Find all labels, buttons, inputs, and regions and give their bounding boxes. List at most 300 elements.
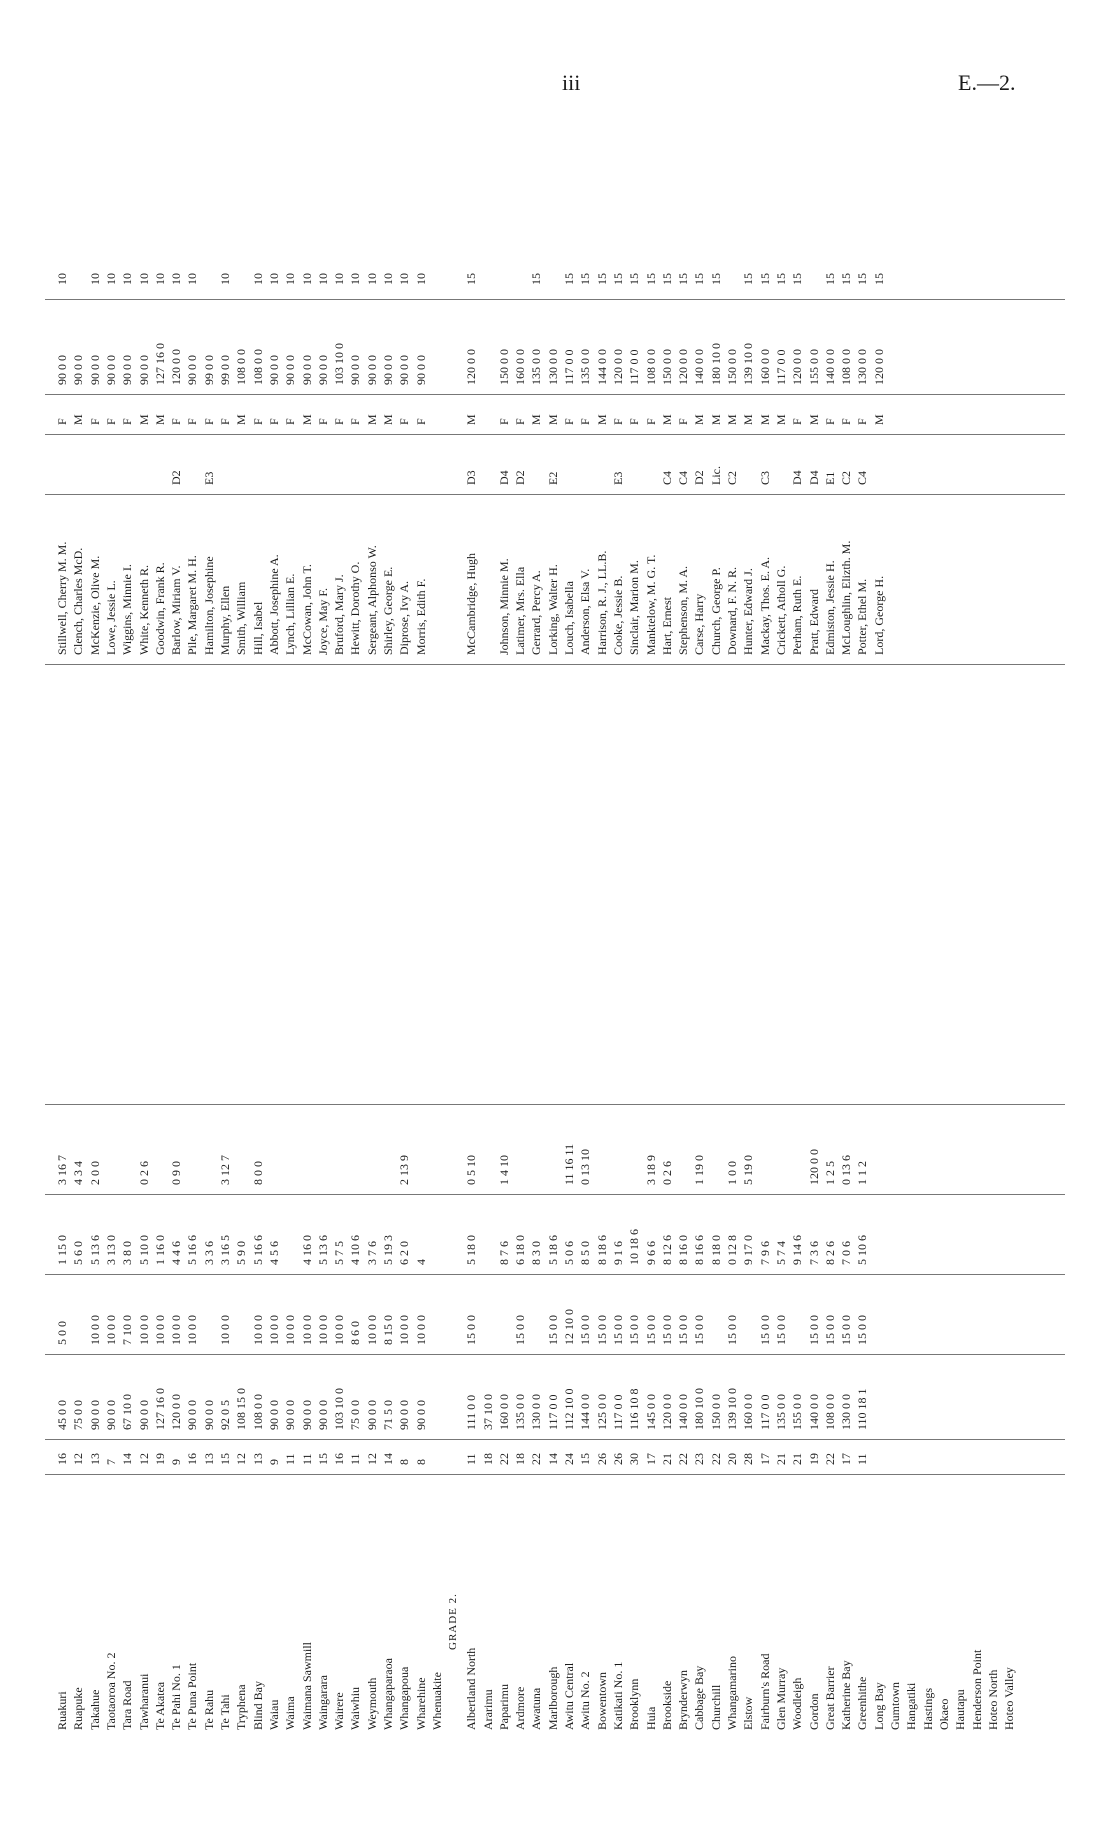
grant-amount-b: 10 0 0 bbox=[250, 1315, 265, 1345]
average-attendance: 16 bbox=[55, 1453, 69, 1465]
grant-amount-c: 4 10 6 bbox=[348, 1235, 363, 1265]
grant-amount-d: 2 13 9 bbox=[397, 1155, 412, 1185]
teacher-classification: D4 bbox=[496, 470, 511, 485]
increment-amount: 15 bbox=[578, 273, 593, 285]
grant-amount-b: 15 0 0 bbox=[676, 1315, 691, 1345]
grant-amount-b: 15 0 0 bbox=[464, 1315, 479, 1345]
table-row bbox=[595, 120, 609, 1730]
grant-amount-d: 3 12 7 bbox=[218, 1155, 232, 1185]
grant-amount-b: 10 0 0 bbox=[152, 1315, 167, 1345]
table-row bbox=[104, 120, 118, 1730]
average-attendance: 16 bbox=[185, 1453, 200, 1465]
teacher-name: Crickett, Atholl G. bbox=[773, 565, 788, 655]
grant-amount-c: 5 16 6 bbox=[185, 1235, 200, 1265]
grant-amount-c: 4 16 0 bbox=[299, 1235, 314, 1265]
school-name: Wairere bbox=[332, 1692, 347, 1730]
grant-amount: 103 10 0 bbox=[332, 1388, 347, 1430]
teacher-classification: E3 bbox=[610, 471, 625, 485]
salary-amount: 108 0 0 bbox=[234, 349, 249, 385]
average-attendance: 21 bbox=[773, 1453, 788, 1465]
grant-amount-d: 8 0 0 bbox=[250, 1161, 265, 1185]
school-name: Great Barrier bbox=[822, 1666, 837, 1730]
salary-amount: 140 0 0 bbox=[822, 349, 837, 385]
teacher-name: Manktelow, M. G. T. bbox=[643, 554, 658, 655]
grant-amount-d: 11 16 11 bbox=[562, 1143, 576, 1185]
teacher-sex: F bbox=[332, 418, 347, 425]
table-row bbox=[562, 120, 576, 1730]
teacher-name: Lord, George H. bbox=[871, 575, 886, 655]
school-name: Ararimu bbox=[480, 1689, 495, 1730]
teacher-name: Cooke, Jessie B. bbox=[610, 575, 625, 655]
grant-amount-c: 0 12 8 bbox=[725, 1235, 739, 1265]
table-row bbox=[546, 120, 560, 1730]
table-row bbox=[481, 120, 495, 1730]
table-row bbox=[904, 120, 918, 1730]
table-row bbox=[381, 120, 395, 1730]
average-attendance: 18 bbox=[480, 1453, 495, 1465]
grant-amount-c: 5 13 6 bbox=[87, 1235, 102, 1265]
school-name: Whangamarino bbox=[725, 1656, 739, 1730]
grant-amount-c: 10 18 6 bbox=[627, 1229, 642, 1265]
teacher-sex: F bbox=[790, 418, 805, 425]
grant-amount-c: 5 18 6 bbox=[545, 1235, 560, 1265]
teacher-sex: M bbox=[594, 414, 609, 425]
document-code: E.—2. bbox=[958, 70, 1016, 95]
teacher-sex: M bbox=[659, 414, 674, 425]
teacher-name: Stillwell, Cherry M. M. bbox=[55, 541, 69, 655]
grant-amount-c: 1 15 0 bbox=[55, 1235, 69, 1265]
teacher-name: Hart, Ernest bbox=[659, 597, 674, 655]
teacher-sex: M bbox=[234, 414, 249, 425]
grant-amount: 117 0 0 bbox=[757, 1394, 772, 1430]
increment-amount: 10 bbox=[413, 273, 428, 285]
teacher-name: Goodwin, Frank R. bbox=[152, 562, 167, 655]
grant-amount-c: 3 7 6 bbox=[364, 1241, 379, 1265]
table-row bbox=[774, 120, 788, 1730]
school-name: Long Bay bbox=[871, 1682, 886, 1730]
salary-amount: 108 0 0 bbox=[839, 349, 854, 385]
grant-amount-c: 3 3 6 bbox=[201, 1241, 216, 1265]
teacher-sex: F bbox=[55, 418, 69, 425]
teacher-name: Potter, Ethel M. bbox=[855, 578, 870, 655]
table-row bbox=[807, 120, 821, 1730]
teacher-sex: F bbox=[855, 418, 870, 425]
teacher-name: Gerrard, Percy A. bbox=[529, 570, 544, 655]
average-attendance: 22 bbox=[822, 1453, 837, 1465]
increment-amount: 15 bbox=[627, 273, 642, 285]
average-attendance: 24 bbox=[562, 1453, 576, 1465]
teacher-name: McKenzie, Olive M. bbox=[87, 555, 102, 655]
grant-amount-b: 10 0 0 bbox=[185, 1315, 200, 1345]
teacher-sex: F bbox=[822, 418, 837, 425]
salary-amount: 150 0 0 bbox=[659, 349, 674, 385]
table-row bbox=[185, 120, 199, 1730]
grant-amount-b: 15 0 0 bbox=[806, 1315, 821, 1345]
grant-amount-b: 15 0 0 bbox=[610, 1315, 625, 1345]
salary-amount: 150 0 0 bbox=[725, 349, 739, 385]
grant-amount-b: 10 0 0 bbox=[413, 1315, 428, 1345]
table-row bbox=[823, 120, 837, 1730]
average-attendance: 7 bbox=[103, 1459, 118, 1465]
grant-amount-d: 3 18 9 bbox=[643, 1155, 658, 1185]
teacher-classification: D2 bbox=[692, 470, 707, 485]
grant-amount: 117 0 0 bbox=[545, 1394, 560, 1430]
teacher-name: Stephenson, M. A. bbox=[676, 565, 691, 655]
grant-amount-c: 6 18 0 bbox=[513, 1235, 528, 1265]
grant-amount-c: 8 18 0 bbox=[708, 1235, 723, 1265]
grant-amount-c: 8 2 6 bbox=[822, 1241, 837, 1265]
salary-amount: 120 0 0 bbox=[676, 349, 691, 385]
grant-amount-c: 4 5 6 bbox=[266, 1241, 281, 1265]
teacher-name: McCowan, John T. bbox=[299, 564, 314, 655]
school-name: Bowentown bbox=[594, 1672, 609, 1730]
grant-amount-c: 5 7 5 bbox=[332, 1241, 347, 1265]
grant-amount-d: 1 19 0 bbox=[692, 1155, 707, 1185]
salary-amount: 90 0 0 bbox=[413, 355, 428, 385]
increment-amount: 10 bbox=[103, 273, 118, 285]
school-name: Gumtown bbox=[888, 1682, 902, 1730]
average-attendance: 9 bbox=[266, 1459, 281, 1465]
grant-amount-c: 5 19 3 bbox=[381, 1235, 395, 1265]
teacher-sex: F bbox=[169, 418, 184, 425]
increment-amount: 10 bbox=[397, 273, 412, 285]
average-attendance: 22 bbox=[529, 1453, 544, 1465]
salary-amount: 120 0 0 bbox=[169, 349, 184, 385]
teacher-classification: D3 bbox=[464, 470, 479, 485]
grant-amount-b: 15 0 0 bbox=[627, 1315, 642, 1345]
school-name: Cabbage Bay bbox=[692, 1665, 707, 1730]
teacher-sex: M bbox=[545, 414, 560, 425]
table-row bbox=[365, 120, 379, 1730]
teacher-name: Anderson, Elsa V. bbox=[578, 568, 593, 655]
average-attendance: 18 bbox=[513, 1453, 528, 1465]
teacher-sex: F bbox=[643, 418, 658, 425]
grant-amount-b: 7 10 0 bbox=[120, 1315, 135, 1345]
school-name: Waingarara bbox=[315, 1675, 330, 1730]
average-attendance: 14 bbox=[120, 1453, 135, 1465]
school-name: Hoteo North bbox=[985, 1669, 1000, 1730]
average-attendance: 15 bbox=[315, 1453, 330, 1465]
grant-amount-c: 4 bbox=[413, 1259, 428, 1265]
grant-amount-c: 5 7 4 bbox=[773, 1241, 788, 1265]
teacher-name: Latimer, Mrs. Ella bbox=[513, 566, 528, 655]
teacher-name: Downard, F. N. R. bbox=[725, 566, 739, 655]
salary-amount: 160 0 0 bbox=[513, 349, 528, 385]
increment-amount: 10 bbox=[364, 273, 379, 285]
teacher-name: Pile, Margaret M. H. bbox=[185, 555, 200, 655]
average-attendance: 11 bbox=[348, 1453, 363, 1465]
teacher-sex: F bbox=[218, 418, 232, 425]
grant-amount-c: 8 7 6 bbox=[496, 1241, 511, 1265]
school-name: Blind Bay bbox=[250, 1680, 265, 1730]
increment-amount: 15 bbox=[594, 273, 609, 285]
increment-amount: 10 bbox=[283, 273, 298, 285]
school-name: Katikati No. 1 bbox=[610, 1661, 625, 1730]
grant-amount: 125 0 0 bbox=[594, 1394, 609, 1430]
increment-amount: 15 bbox=[643, 273, 658, 285]
grant-amount-c: 9 1 6 bbox=[610, 1241, 625, 1265]
teacher-name: Hunter, Edward J. bbox=[741, 568, 756, 655]
average-attendance: 12 bbox=[364, 1453, 379, 1465]
table-row bbox=[120, 120, 134, 1730]
grant-amount-b: 5 0 0 bbox=[55, 1321, 69, 1345]
school-name: Elstow bbox=[741, 1696, 756, 1730]
teacher-name: McCambridge, Hugh bbox=[464, 553, 479, 655]
grant-amount: 160 0 0 bbox=[741, 1394, 756, 1430]
grant-amount-c: 8 5 0 bbox=[578, 1241, 593, 1265]
teacher-sex: M bbox=[692, 414, 707, 425]
salary-amount: 120 0 0 bbox=[790, 349, 805, 385]
grant-amount-c: 8 3 0 bbox=[529, 1241, 544, 1265]
school-name: Te Tahi bbox=[218, 1694, 232, 1730]
increment-amount: 15 bbox=[562, 273, 576, 285]
average-attendance: 8 bbox=[413, 1459, 428, 1465]
teacher-classification: E1 bbox=[822, 471, 837, 485]
grant-amount: 108 0 0 bbox=[822, 1394, 837, 1430]
increment-amount: 15 bbox=[773, 273, 788, 285]
teacher-sex: M bbox=[136, 414, 151, 425]
teacher-classification: Lic. bbox=[708, 466, 723, 485]
table-row bbox=[464, 120, 478, 1730]
salary-amount: 90 0 0 bbox=[185, 355, 200, 385]
grant-amount-c: 8 18 6 bbox=[594, 1235, 609, 1265]
grant-amount: 127 16 0 bbox=[152, 1388, 167, 1430]
grade-heading-row bbox=[446, 120, 460, 1730]
salary-amount: 90 0 0 bbox=[315, 355, 330, 385]
school-name: Albertland North bbox=[464, 1647, 479, 1730]
salary-amount: 99 0 0 bbox=[201, 355, 216, 385]
grant-amount-c: 8 16 0 bbox=[676, 1235, 691, 1265]
teacher-classification: E3 bbox=[201, 471, 216, 485]
grant-amount-b: 10 0 0 bbox=[266, 1315, 281, 1345]
increment-amount: 10 bbox=[120, 273, 135, 285]
grant-amount-b: 15 0 0 bbox=[643, 1315, 658, 1345]
grant-amount-c: 3 8 0 bbox=[120, 1241, 135, 1265]
increment-amount: 15 bbox=[659, 273, 674, 285]
school-name: Paparimu bbox=[496, 1684, 511, 1730]
salary-amount: 144 0 0 bbox=[594, 349, 609, 385]
increment-amount: 10 bbox=[87, 273, 102, 285]
average-attendance: 19 bbox=[806, 1453, 821, 1465]
school-name: Te Pahi No. 1 bbox=[169, 1664, 184, 1730]
grant-amount: 90 0 0 bbox=[87, 1400, 102, 1430]
school-name: Churchill bbox=[708, 1684, 723, 1730]
grant-amount-c: 3 13 0 bbox=[103, 1235, 118, 1265]
salary-amount: 120 0 0 bbox=[610, 349, 625, 385]
average-attendance: 12 bbox=[136, 1453, 151, 1465]
grant-amount-b: 15 0 0 bbox=[513, 1315, 528, 1345]
increment-amount: 15 bbox=[741, 273, 756, 285]
salary-amount: 120 0 0 bbox=[464, 349, 479, 385]
average-attendance: 23 bbox=[692, 1453, 707, 1465]
table-row bbox=[430, 120, 444, 1730]
grant-amount-d: 0 9 0 bbox=[169, 1161, 184, 1185]
table-row bbox=[611, 120, 625, 1730]
grant-amount-c: 3 16 5 bbox=[218, 1235, 232, 1265]
school-name: Wharehine bbox=[413, 1677, 428, 1730]
school-name: Brookside bbox=[659, 1680, 674, 1730]
grant-amount: 144 0 0 bbox=[578, 1394, 593, 1430]
average-attendance: 17 bbox=[643, 1453, 658, 1465]
grant-amount: 90 0 0 bbox=[364, 1400, 379, 1430]
average-attendance: 11 bbox=[855, 1453, 870, 1465]
school-name: Henderson Point bbox=[969, 1649, 984, 1730]
average-attendance: 28 bbox=[741, 1453, 756, 1465]
teacher-sex: M bbox=[381, 414, 395, 425]
grant-amount-b: 15 0 0 bbox=[545, 1315, 560, 1345]
grant-amount: 75 0 0 bbox=[71, 1400, 86, 1430]
teacher-name: Wiggins, Minnie I. bbox=[120, 564, 135, 655]
teacher-classification: C3 bbox=[757, 470, 772, 485]
salary-amount: 127 16 0 bbox=[152, 343, 167, 385]
average-attendance: 11 bbox=[299, 1453, 314, 1465]
salary-amount: 139 10 0 bbox=[741, 343, 756, 385]
teacher-sex: F bbox=[676, 418, 691, 425]
grant-amount: 140 0 0 bbox=[806, 1394, 821, 1430]
school-name: Gordon bbox=[806, 1693, 821, 1730]
teacher-name: McLoughlin, Elizth. M. bbox=[839, 540, 854, 655]
grant-amount: 120 0 0 bbox=[169, 1394, 184, 1430]
salary-amount: 180 10 0 bbox=[708, 343, 723, 385]
grant-amount-c: 7 0 6 bbox=[839, 1241, 854, 1265]
teacher-name: Johnson, Minnie M. bbox=[496, 558, 511, 655]
grant-amount-b: 10 0 0 bbox=[169, 1315, 184, 1345]
teacher-sex: F bbox=[562, 418, 576, 425]
school-name: Te Rahu bbox=[201, 1689, 216, 1730]
teacher-name: Carse, Harry bbox=[692, 593, 707, 655]
grant-amount-c: 8 16 6 bbox=[692, 1235, 707, 1265]
average-attendance: 22 bbox=[676, 1453, 691, 1465]
increment-amount: 10 bbox=[218, 273, 232, 285]
grant-amount-b: 15 0 0 bbox=[578, 1315, 593, 1345]
teacher-classification: C4 bbox=[676, 470, 691, 485]
teacher-classification: D4 bbox=[806, 470, 821, 485]
teacher-name: Perham, Ruth E. bbox=[790, 575, 805, 655]
school-name: Taotaoroa No. 2 bbox=[103, 1652, 118, 1730]
average-attendance: 15 bbox=[218, 1453, 232, 1465]
school-name: Fairburn's Road bbox=[757, 1653, 772, 1730]
teacher-name: Church, George P. bbox=[708, 567, 723, 655]
school-name: Huia bbox=[643, 1706, 658, 1730]
grant-amount-d: 1 0 0 bbox=[725, 1161, 739, 1185]
salary-amount: 130 0 0 bbox=[545, 349, 560, 385]
school-name: Weymouth bbox=[364, 1677, 379, 1730]
teacher-name: Clench, Charles McD. bbox=[71, 547, 86, 655]
grant-amount: 90 0 0 bbox=[315, 1400, 330, 1430]
grant-amount: 71 5 0 bbox=[381, 1400, 395, 1430]
teacher-name: Shirley, George E. bbox=[381, 566, 395, 655]
salary-amount: 90 0 0 bbox=[299, 355, 314, 385]
teacher-name: Smith, William bbox=[234, 581, 249, 655]
grant-amount-c: 5 16 6 bbox=[250, 1235, 265, 1265]
salary-amount: 108 0 0 bbox=[250, 349, 265, 385]
grant-amount-b: 15 0 0 bbox=[725, 1315, 739, 1345]
salary-amount: 155 0 0 bbox=[806, 349, 821, 385]
school-name: Whangaparaoa bbox=[381, 1658, 395, 1730]
grant-amount-c: 7 9 6 bbox=[757, 1241, 772, 1265]
increment-amount: 15 bbox=[692, 273, 707, 285]
teacher-sex: M bbox=[741, 414, 756, 425]
teacher-sex: M bbox=[71, 414, 86, 425]
grant-amount-d: 0 5 10 bbox=[464, 1155, 479, 1185]
school-name: Ruakuri bbox=[55, 1691, 69, 1730]
salary-amount: 117 0 0 bbox=[773, 349, 788, 385]
school-name: Tryphena bbox=[234, 1684, 249, 1730]
average-attendance: 11 bbox=[464, 1453, 479, 1465]
table-row bbox=[55, 120, 69, 1730]
table-row bbox=[529, 120, 543, 1730]
grant-amount: 180 10 0 bbox=[692, 1388, 707, 1430]
table-row bbox=[578, 120, 592, 1730]
grant-amount-c: 1 16 0 bbox=[152, 1235, 167, 1265]
salary-amount: 135 0 0 bbox=[529, 349, 544, 385]
salary-amount: 90 0 0 bbox=[348, 355, 363, 385]
grant-amount-c: 4 4 6 bbox=[169, 1241, 184, 1265]
teacher-name: Lowe, Jessie L. bbox=[103, 580, 118, 655]
grant-amount: 90 0 0 bbox=[283, 1400, 298, 1430]
grant-amount-b: 15 0 0 bbox=[855, 1315, 870, 1345]
average-attendance: 21 bbox=[790, 1453, 805, 1465]
table-row bbox=[71, 120, 85, 1730]
grade-heading: GRADE 2. bbox=[447, 1593, 460, 1650]
teacher-classification: D4 bbox=[790, 470, 805, 485]
teacher-sex: F bbox=[839, 418, 854, 425]
average-attendance: 12 bbox=[71, 1453, 86, 1465]
grant-amount: 90 0 0 bbox=[185, 1400, 200, 1430]
salary-amount: 90 0 0 bbox=[397, 355, 412, 385]
table-row bbox=[332, 120, 346, 1730]
school-name: Te Puna Point bbox=[185, 1662, 200, 1730]
grant-amount-d: 1 2 5 bbox=[822, 1161, 837, 1185]
increment-amount: 15 bbox=[757, 273, 772, 285]
grant-amount-b: 10 0 0 bbox=[364, 1315, 379, 1345]
average-attendance: 22 bbox=[708, 1453, 723, 1465]
salary-amount: 120 0 0 bbox=[871, 349, 886, 385]
grant-amount-b: 10 0 0 bbox=[299, 1315, 314, 1345]
increment-amount: 15 bbox=[676, 273, 691, 285]
average-attendance: 20 bbox=[725, 1453, 739, 1465]
average-attendance: 13 bbox=[87, 1453, 102, 1465]
table-row bbox=[234, 120, 248, 1730]
school-name: Takahue bbox=[87, 1689, 102, 1730]
grant-amount: 108 0 0 bbox=[250, 1394, 265, 1430]
teacher-name: Hill, Isabel bbox=[250, 601, 265, 655]
increment-amount: 15 bbox=[464, 273, 479, 285]
average-attendance: 26 bbox=[610, 1453, 625, 1465]
grant-amount-b: 10 0 0 bbox=[103, 1315, 118, 1345]
grant-amount-d: 120 0 0 bbox=[806, 1149, 821, 1185]
school-name: Waima bbox=[283, 1696, 298, 1730]
increment-amount: 15 bbox=[529, 273, 544, 285]
grant-amount-d: 0 2 6 bbox=[136, 1161, 151, 1185]
teacher-sex: F bbox=[120, 418, 135, 425]
increment-amount: 10 bbox=[348, 273, 363, 285]
school-name: Waiau bbox=[266, 1699, 281, 1730]
grant-amount-d: 3 16 7 bbox=[55, 1155, 69, 1185]
school-name: Awatuna bbox=[529, 1687, 544, 1730]
teacher-sex: F bbox=[513, 418, 528, 425]
salary-amount: 90 0 0 bbox=[283, 355, 298, 385]
grant-amount-d: 5 19 0 bbox=[741, 1155, 756, 1185]
teacher-sex: M bbox=[871, 414, 886, 425]
grant-amount-d: 4 3 4 bbox=[71, 1161, 86, 1185]
table-row bbox=[986, 120, 1000, 1730]
salary-amount: 90 0 0 bbox=[71, 355, 86, 385]
table-row bbox=[283, 120, 297, 1730]
school-name: Hoteo Valley bbox=[1002, 1667, 1017, 1730]
average-attendance: 19 bbox=[152, 1453, 167, 1465]
salary-amount: 90 0 0 bbox=[266, 355, 281, 385]
